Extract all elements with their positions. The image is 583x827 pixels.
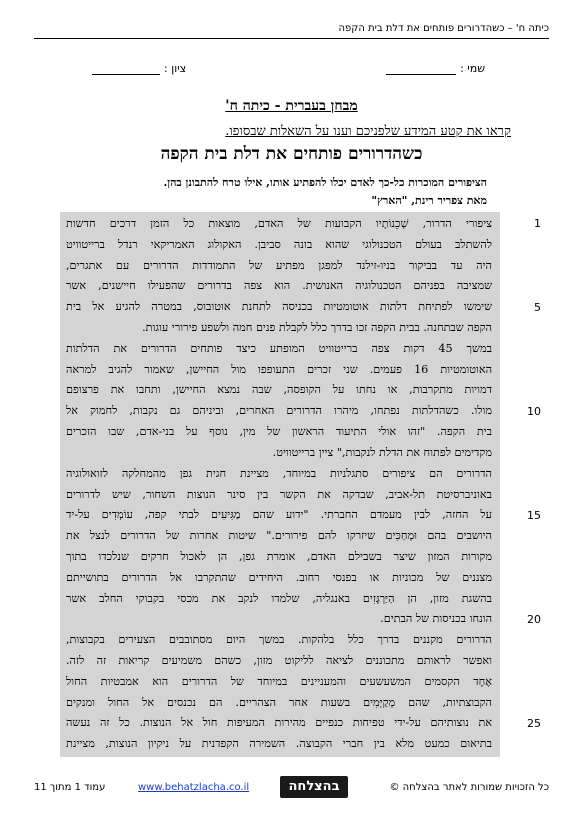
passage-line: על החזה, לבין מעמדם החברתי. "ידוע שהם מַגִּיעִים לבתי קפה, עוֹמְדִים על-יד	[66, 508, 492, 522]
passage-line: דמויות מתקרבות, או נחתו על הקופסה, שבה נמצא החיישן, ותחבו את פרצופם	[66, 383, 492, 397]
article-source: מאת צפריר רינת, "הארץ"	[371, 194, 487, 207]
copyright-notice: כל הזכויות שמורות לאתר בהצלחה ©	[389, 782, 549, 793]
article-subtitle: הציפורים המוכרות כל-כך לאדם יכלו להפתיע אותו, אילו טרח להתבונן בהן.	[163, 176, 487, 189]
site-link[interactable]: www.behatzlacha.co.il	[138, 782, 250, 793]
passage-line: את נוצותיהם על-ידי טפיחות כנפיים מהירות המעיפות חול אל הנוצות. כל זה נעשה	[66, 716, 492, 730]
line-number: 1	[534, 217, 541, 231]
line-number: 5	[534, 300, 541, 314]
header-course-line: כיתה ח' – כשהדרורים פותחים את דלת בית הקפה	[338, 23, 549, 34]
passage-line: מולו. כשהדלתות נפתחו, מיהרו הדרורים האחרים, וביניהם גם נקבות, לחמוק אל	[66, 404, 492, 418]
article-title: כשהדרורים פותחים את דלת בית הקפה	[160, 144, 423, 164]
line-number: 10	[527, 404, 541, 418]
passage-line: הקפה שבתחנה. בבית הקפה זכו בדרך כלל לקבלת פנים חמה ולשפע פירורי עוגות.	[142, 321, 492, 335]
grade-field[interactable]	[92, 62, 186, 75]
passage-line: הדרורים מקננים בדרך כלל בלהקות. במשך היום מסתובבים הצעירים בקבוצות,	[66, 633, 492, 647]
passage-panel	[60, 212, 500, 757]
grade-label: ציון :	[164, 62, 187, 75]
passage-line: בית הקפה. "זהו אולי התיעוד הראשון של מין, נוסף על בני-אדם, שבו הזכרים	[66, 425, 492, 439]
page-number: עמוד 1 מתוך 11	[34, 782, 106, 793]
passage-line: מקדימים לפתוח את הדלת לנקבות," ציין ברייטוויט.	[272, 445, 492, 459]
passage-line: אֶחָד הקסמים המשעשעים והמעניינים במיוחד של הדרורים הוא אמבטיות החול	[66, 674, 492, 688]
name-field[interactable]	[386, 62, 485, 75]
passage-line: באוניברסיטת תל-אביב, שבדקה את הקשר בין סינר הנוצות השחור, שיש לדרורים	[66, 487, 492, 501]
passage-line: ואפשר לראותם מתכוננים לציאה לליקוט מזון, כשהם משמיעים קריאות זה לזה.	[66, 653, 492, 667]
name-label: שמי :	[460, 62, 485, 75]
line-number: 15	[527, 508, 541, 522]
passage-line: בהשגת מזון, הן הַיַּרְגָּזִים באנגליה, שלמדו לנקב את מכסי בקבוקי החלב אשר	[66, 591, 492, 605]
passage-line: היושבים בהם וּמְחַכִּים שיזרקו להם פירורים." שיטות אחרות של הדרורים לנצל את	[66, 529, 492, 543]
passage-line: הקבוצתיות, שהם מְקַיְּמִים בשעות אחר הצהריים. הם נכנסים אל החול ומנקים	[66, 695, 492, 709]
passage-line: היה עד בביקור בניו-זילנד למפגן מפתיע של התמודדות הדרורים עם אתגרים,	[66, 258, 492, 272]
passage-line: במשך 45 דקות צפה ברייטוויט המופתע כיצד פותחים הדרורים את הדלתות	[66, 341, 492, 355]
passage-line: בתיאום כמעט מלא בין חברי הקבוצה. השמירה הקפדנית על ניקיון הנוצות, מציינת	[66, 737, 492, 751]
passage-line: להשתלב בעולם הטכנולוגי שהוא בונה סביבן. האקולוג האמריקאי רנדל ברייטוויט	[66, 237, 492, 251]
exam-title: מבחן בעברית - כיתה ח'	[225, 98, 358, 114]
page-header	[34, 20, 549, 39]
name-blank[interactable]	[386, 62, 456, 75]
passage-line: שימשו לפתיחת דלתות אוטומטיות בכניסה לתחנת אוטובוס, במטרה להגיע אל בית	[66, 300, 492, 314]
passage-line: מצננים של מכוניות או בפנסי רחוב. היחידים שהתקרבו אל הדרורים בתושייתם	[66, 570, 492, 584]
instructions: קראו את קטע המידע שלפניכם וענו על השאלות שבסופו.	[225, 124, 511, 139]
line-number: 20	[527, 612, 541, 626]
grade-blank[interactable]	[92, 62, 160, 75]
site-logo: בהצלחה	[280, 776, 348, 798]
passage-line: האוטומטיות 16 פעמים. שני זכרים התעופפו מול החיישן, שאמור להגיב למראה	[66, 362, 492, 376]
passage-line: שמציבה בפניהם הטכנולוגיה האנושית. הוא צפה בדרורים שהפעילו חיישנים, אשר	[66, 279, 492, 293]
line-number: 25	[527, 716, 541, 730]
passage-line: מקורות המזון שיצר בשבילם האדם, אומרת גפן, הן לאכול חרקים שנלכדו בתוך	[66, 549, 492, 563]
page-footer	[34, 776, 549, 800]
passage-line: הונחו בכניסות של הבתים.	[380, 612, 492, 626]
passage-line: הדרורים הם ציפורים סתגלניות במיוחד, מציינת חגית גפן מהמחלקה לזואולוגיה	[66, 466, 492, 480]
passage-line: ציפורי הדרור, שְׁכֵנוֹתָיו הקבועות של האדם, מוצאות כל הזמן דרכים חדשות	[66, 217, 492, 230]
